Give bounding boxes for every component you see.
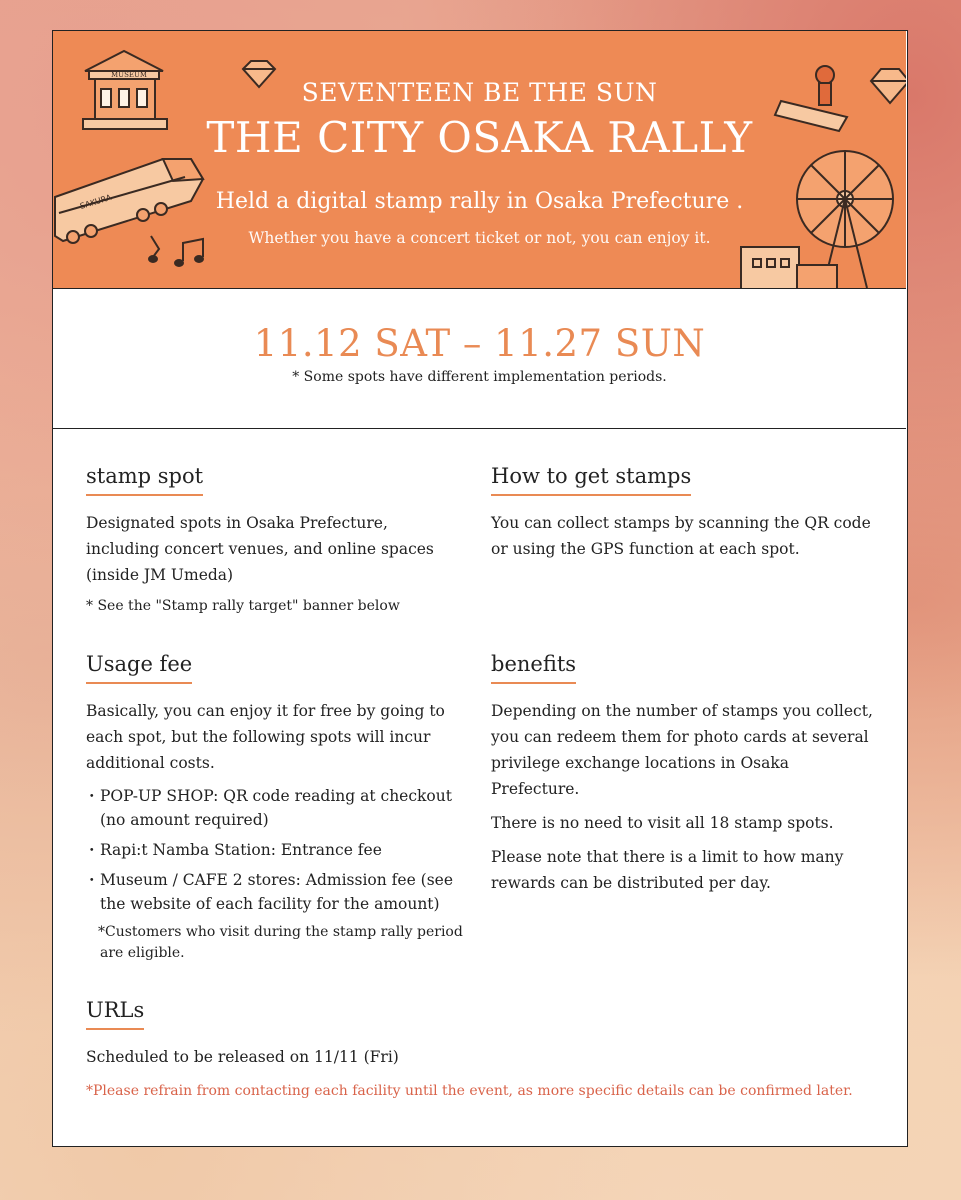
period-section xyxy=(53,288,906,429)
event-subtitle: SEVENTEEN BE THE SUN xyxy=(301,78,658,107)
how-to-body: You can collect stamps by scanning the QR code or using the GPS function at each spot. xyxy=(491,514,871,558)
how-to-section xyxy=(491,464,881,570)
stamp-spot-note: * See the "Stamp rally target" banner below xyxy=(86,598,400,614)
urls-section xyxy=(86,998,886,1112)
usage-fee-list xyxy=(86,784,476,916)
usage-fee-footnote: *Customers who visit during the stamp rally period are eligible. xyxy=(98,924,463,961)
event-note: Whether you have a concert ticket or not, you can enjoy it. xyxy=(248,229,711,247)
usage-fee-body: Basically, you can enjoy it for free by going to each spot, but the following spots will incur additional costs. xyxy=(86,702,445,772)
list-item: ・ Museum / CAFE 2 stores: Admission fee (see the website of each facility for the amount) xyxy=(86,868,476,916)
urls-warning: *Please refrain from contacting each facility until the event, as more specific details can be confirmed later. xyxy=(86,1083,853,1099)
rally-info-card xyxy=(52,30,908,1147)
benefits-paragraph: There is no need to visit all 18 stamp spots. xyxy=(491,814,834,832)
header-banner xyxy=(53,31,906,289)
benefits-paragraph: Please note that there is a limit to how many rewards can be distributed per day. xyxy=(491,848,844,892)
benefits-heading: benefits xyxy=(491,652,576,684)
how-to-heading: How to get stamps xyxy=(491,464,691,496)
stamp-spot-heading: stamp spot xyxy=(86,464,203,496)
building-icon xyxy=(741,247,837,288)
period-note: * Some spots have different implementation periods. xyxy=(292,369,667,385)
event-tagline: Held a digital stamp rally in Osaka Prefecture . xyxy=(215,189,744,214)
event-title: THE CITY OSAKA RALLY xyxy=(206,113,753,162)
urls-body: Scheduled to be released on 11/11 (Fri) xyxy=(86,1048,399,1066)
period-range: 11.12 SAT – 11.27 SUN xyxy=(253,322,706,365)
urls-heading: URLs xyxy=(86,998,144,1030)
stamp-spot-body: Designated spots in Osaka Prefecture, including concert venues, and online spaces (inside JM Umeda) xyxy=(86,514,434,584)
benefits-paragraph: Depending on the number of stamps you collect, you can redeem them for photo cards at several privilege exchange locations in Osaka Prefecture. xyxy=(491,702,873,798)
benefits-section xyxy=(491,652,881,904)
stamp-spot-section xyxy=(86,464,466,624)
museum-sign-text: MUSEUM xyxy=(111,71,148,79)
usage-fee-section xyxy=(86,652,476,964)
list-item: ・ POP-UP SHOP: QR code reading at checkout (no amount required) xyxy=(86,784,476,832)
train-label-text: SAKURA xyxy=(78,192,113,211)
usage-fee-heading: Usage fee xyxy=(86,652,192,684)
list-item: ・ Rapi:t Namba Station: Entrance fee xyxy=(86,838,476,862)
